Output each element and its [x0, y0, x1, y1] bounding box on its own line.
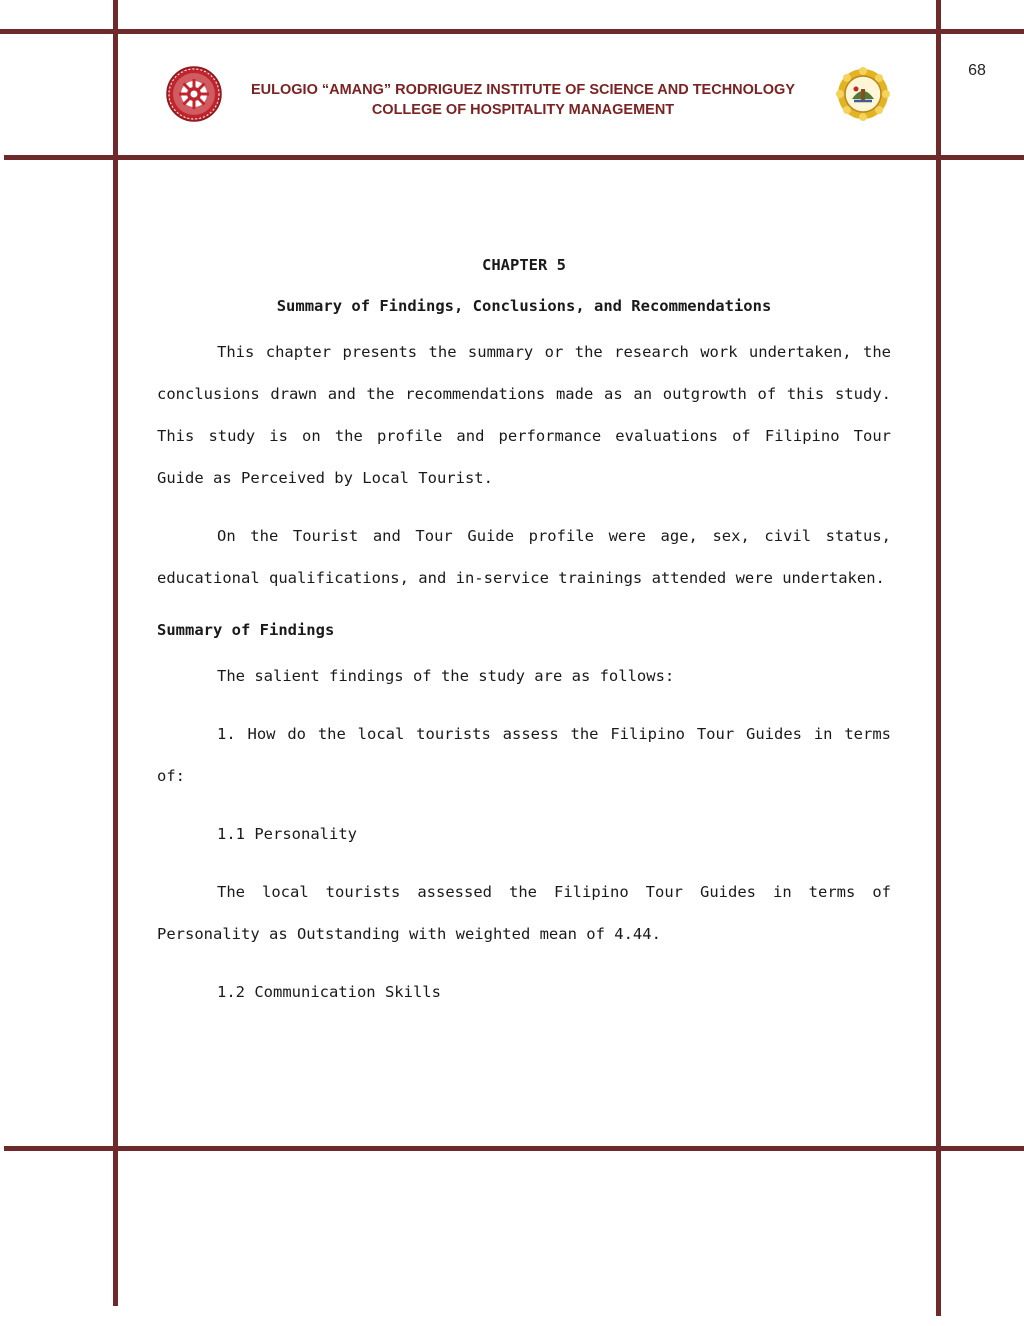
right-border-line: [936, 0, 941, 1316]
salient-findings-intro: The salient findings of the study are as follows:: [217, 667, 675, 685]
college-seal-icon: [832, 65, 894, 123]
page-header: [160, 62, 900, 128]
intro-paragraph: This chapter presents the summary or the research work undertaken, the conclusions drawn and the recommendations made as an outgrowth of this study. This study is on the profile and performance evaluations of Filipino Tour Guide as Perceived by Local Tourist.: [157, 343, 891, 487]
subsection-1-1: 1.1 Personality: [217, 825, 357, 843]
chapter-heading: CHAPTER 5: [482, 256, 566, 274]
institute-name: EULOGIO “AMANG” RODRIGUEZ INSTITUTE OF SCIENCE AND TECHNOLOGY: [250, 82, 796, 98]
top-border-line: [0, 29, 1024, 34]
header-border-line: [4, 155, 1024, 160]
footer-border-line: [4, 1146, 1024, 1151]
summary-of-findings-heading: Summary of Findings: [157, 621, 335, 639]
page-number: 68: [968, 62, 986, 79]
chapter-content: [157, 250, 891, 1013]
question-1: 1. How do the local tourists assess the Filipino Tour Guides in terms of:: [157, 725, 891, 785]
subsection-1-2: 1.2 Communication Skills: [217, 983, 441, 1001]
left-border-line: [113, 0, 118, 1306]
chapter-title: Summary of Findings, Conclusions, and Recommendations: [276, 297, 772, 315]
profile-paragraph: On the Tourist and Tour Guide profile were age, sex, civil status, educational qualifications, and in-service trainings attended were undertaken.: [157, 527, 891, 587]
college-name: COLLEGE OF HOSPITALITY MANAGEMENT: [371, 102, 675, 118]
institute-seal-icon: [165, 65, 223, 123]
header-title-block: [240, 80, 806, 120]
finding-1-1: The local tourists assessed the Filipino Tour Guides in terms of Personality as Outstanding with weighted mean of 4.44.: [157, 883, 891, 943]
